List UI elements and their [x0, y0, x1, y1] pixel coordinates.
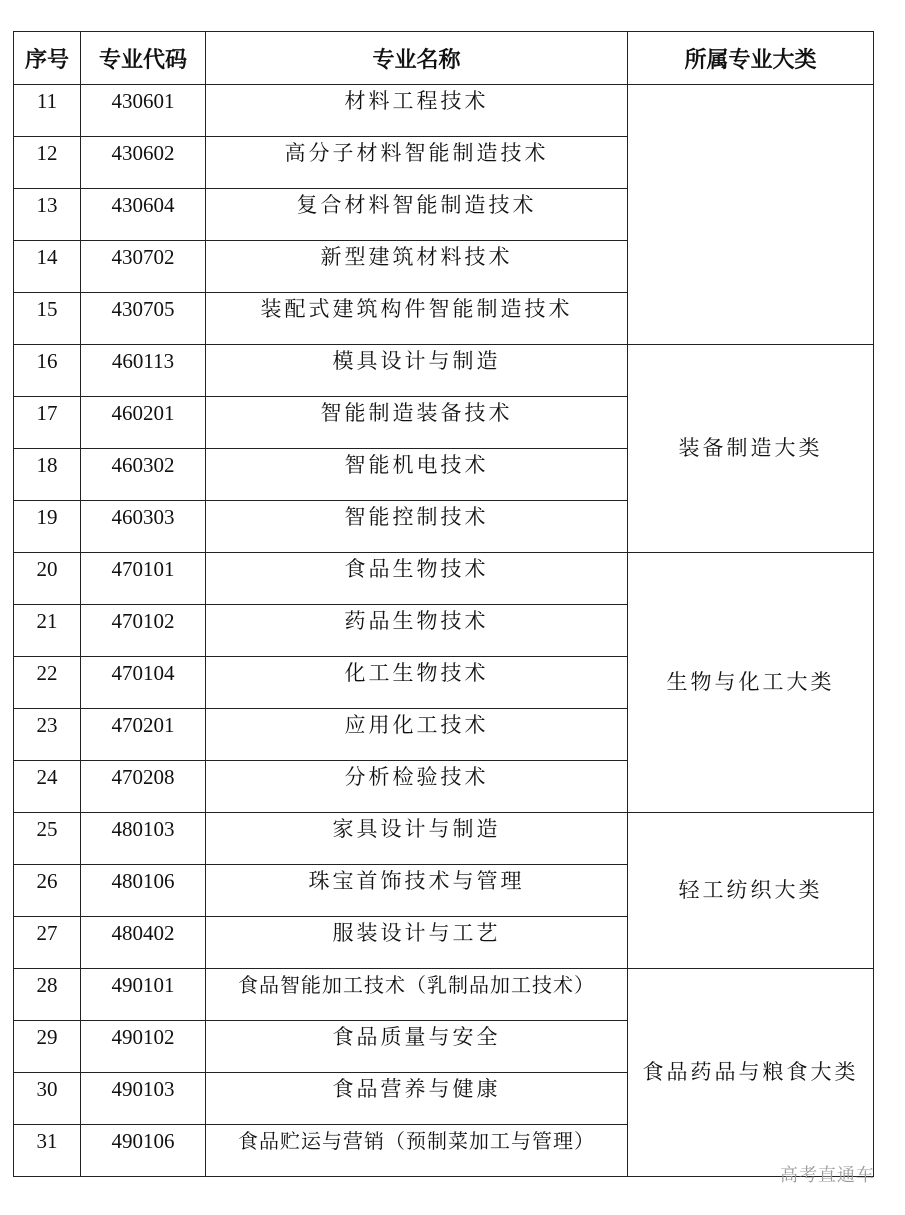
table-header-row: [14, 32, 874, 85]
category-cell: [628, 85, 874, 345]
row-index: 26: [14, 865, 81, 917]
table-row: [14, 85, 874, 137]
row-name: 材料工程技术: [206, 85, 628, 137]
row-name: 化工生物技术: [206, 657, 628, 709]
row-index: 31: [14, 1125, 81, 1177]
majors-table: [13, 31, 874, 1177]
row-code: 480402: [81, 917, 206, 969]
row-name: 食品贮运与营销（预制菜加工与管理）: [206, 1125, 628, 1177]
row-code: 470208: [81, 761, 206, 813]
row-index: 25: [14, 813, 81, 865]
row-name: 复合材料智能制造技术: [206, 189, 628, 241]
category-cell: 食品药品与粮食大类: [628, 969, 874, 1177]
header-category: 所属专业大类: [628, 32, 874, 85]
row-name: 模具设计与制造: [206, 345, 628, 397]
row-name: 装配式建筑构件智能制造技术: [206, 293, 628, 345]
row-code: 430702: [81, 241, 206, 293]
row-code: 470102: [81, 605, 206, 657]
row-index: 12: [14, 137, 81, 189]
row-name: 服装设计与工艺: [206, 917, 628, 969]
row-index: 16: [14, 345, 81, 397]
table-row: [14, 345, 874, 397]
row-index: 30: [14, 1073, 81, 1125]
row-index: 24: [14, 761, 81, 813]
row-index: 27: [14, 917, 81, 969]
row-name: 智能机电技术: [206, 449, 628, 501]
row-index: 19: [14, 501, 81, 553]
row-name: 珠宝首饰技术与管理: [206, 865, 628, 917]
row-index: 15: [14, 293, 81, 345]
row-code: 430602: [81, 137, 206, 189]
row-index: 17: [14, 397, 81, 449]
row-index: 18: [14, 449, 81, 501]
row-code: 480106: [81, 865, 206, 917]
row-code: 490106: [81, 1125, 206, 1177]
row-code: 490102: [81, 1021, 206, 1073]
table-row: [14, 813, 874, 865]
row-index: 11: [14, 85, 81, 137]
header-index: 序号: [14, 32, 81, 85]
row-code: 460303: [81, 501, 206, 553]
row-code: 470101: [81, 553, 206, 605]
header-name: 专业名称: [206, 32, 628, 85]
row-code: 490103: [81, 1073, 206, 1125]
row-name: 家具设计与制造: [206, 813, 628, 865]
table-row: [14, 969, 874, 1021]
row-code: 430601: [81, 85, 206, 137]
row-index: 21: [14, 605, 81, 657]
row-name: 食品生物技术: [206, 553, 628, 605]
row-code: 490101: [81, 969, 206, 1021]
row-name: 食品营养与健康: [206, 1073, 628, 1125]
row-name: 药品生物技术: [206, 605, 628, 657]
row-code: 480103: [81, 813, 206, 865]
row-name: 高分子材料智能制造技术: [206, 137, 628, 189]
row-code: 470104: [81, 657, 206, 709]
row-name: 分析检验技术: [206, 761, 628, 813]
row-index: 14: [14, 241, 81, 293]
row-name: 智能控制技术: [206, 501, 628, 553]
category-cell: 轻工纺织大类: [628, 813, 874, 969]
row-index: 28: [14, 969, 81, 1021]
header-code: 专业代码: [81, 32, 206, 85]
row-index: 13: [14, 189, 81, 241]
row-index: 29: [14, 1021, 81, 1073]
row-name: 食品质量与安全: [206, 1021, 628, 1073]
row-name: 智能制造装备技术: [206, 397, 628, 449]
row-code: 460201: [81, 397, 206, 449]
category-cell: 装备制造大类: [628, 345, 874, 553]
row-code: 460302: [81, 449, 206, 501]
row-name: 应用化工技术: [206, 709, 628, 761]
row-code: 430604: [81, 189, 206, 241]
row-code: 460113: [81, 345, 206, 397]
row-index: 20: [14, 553, 81, 605]
row-code: 470201: [81, 709, 206, 761]
row-index: 23: [14, 709, 81, 761]
table-row: [14, 553, 874, 605]
row-code: 430705: [81, 293, 206, 345]
row-name: 新型建筑材料技术: [206, 241, 628, 293]
row-name: 食品智能加工技术（乳制品加工技术）: [206, 969, 628, 1021]
row-index: 22: [14, 657, 81, 709]
watermark-text: 高考直通车: [780, 1165, 875, 1186]
category-cell: 生物与化工大类: [628, 553, 874, 813]
